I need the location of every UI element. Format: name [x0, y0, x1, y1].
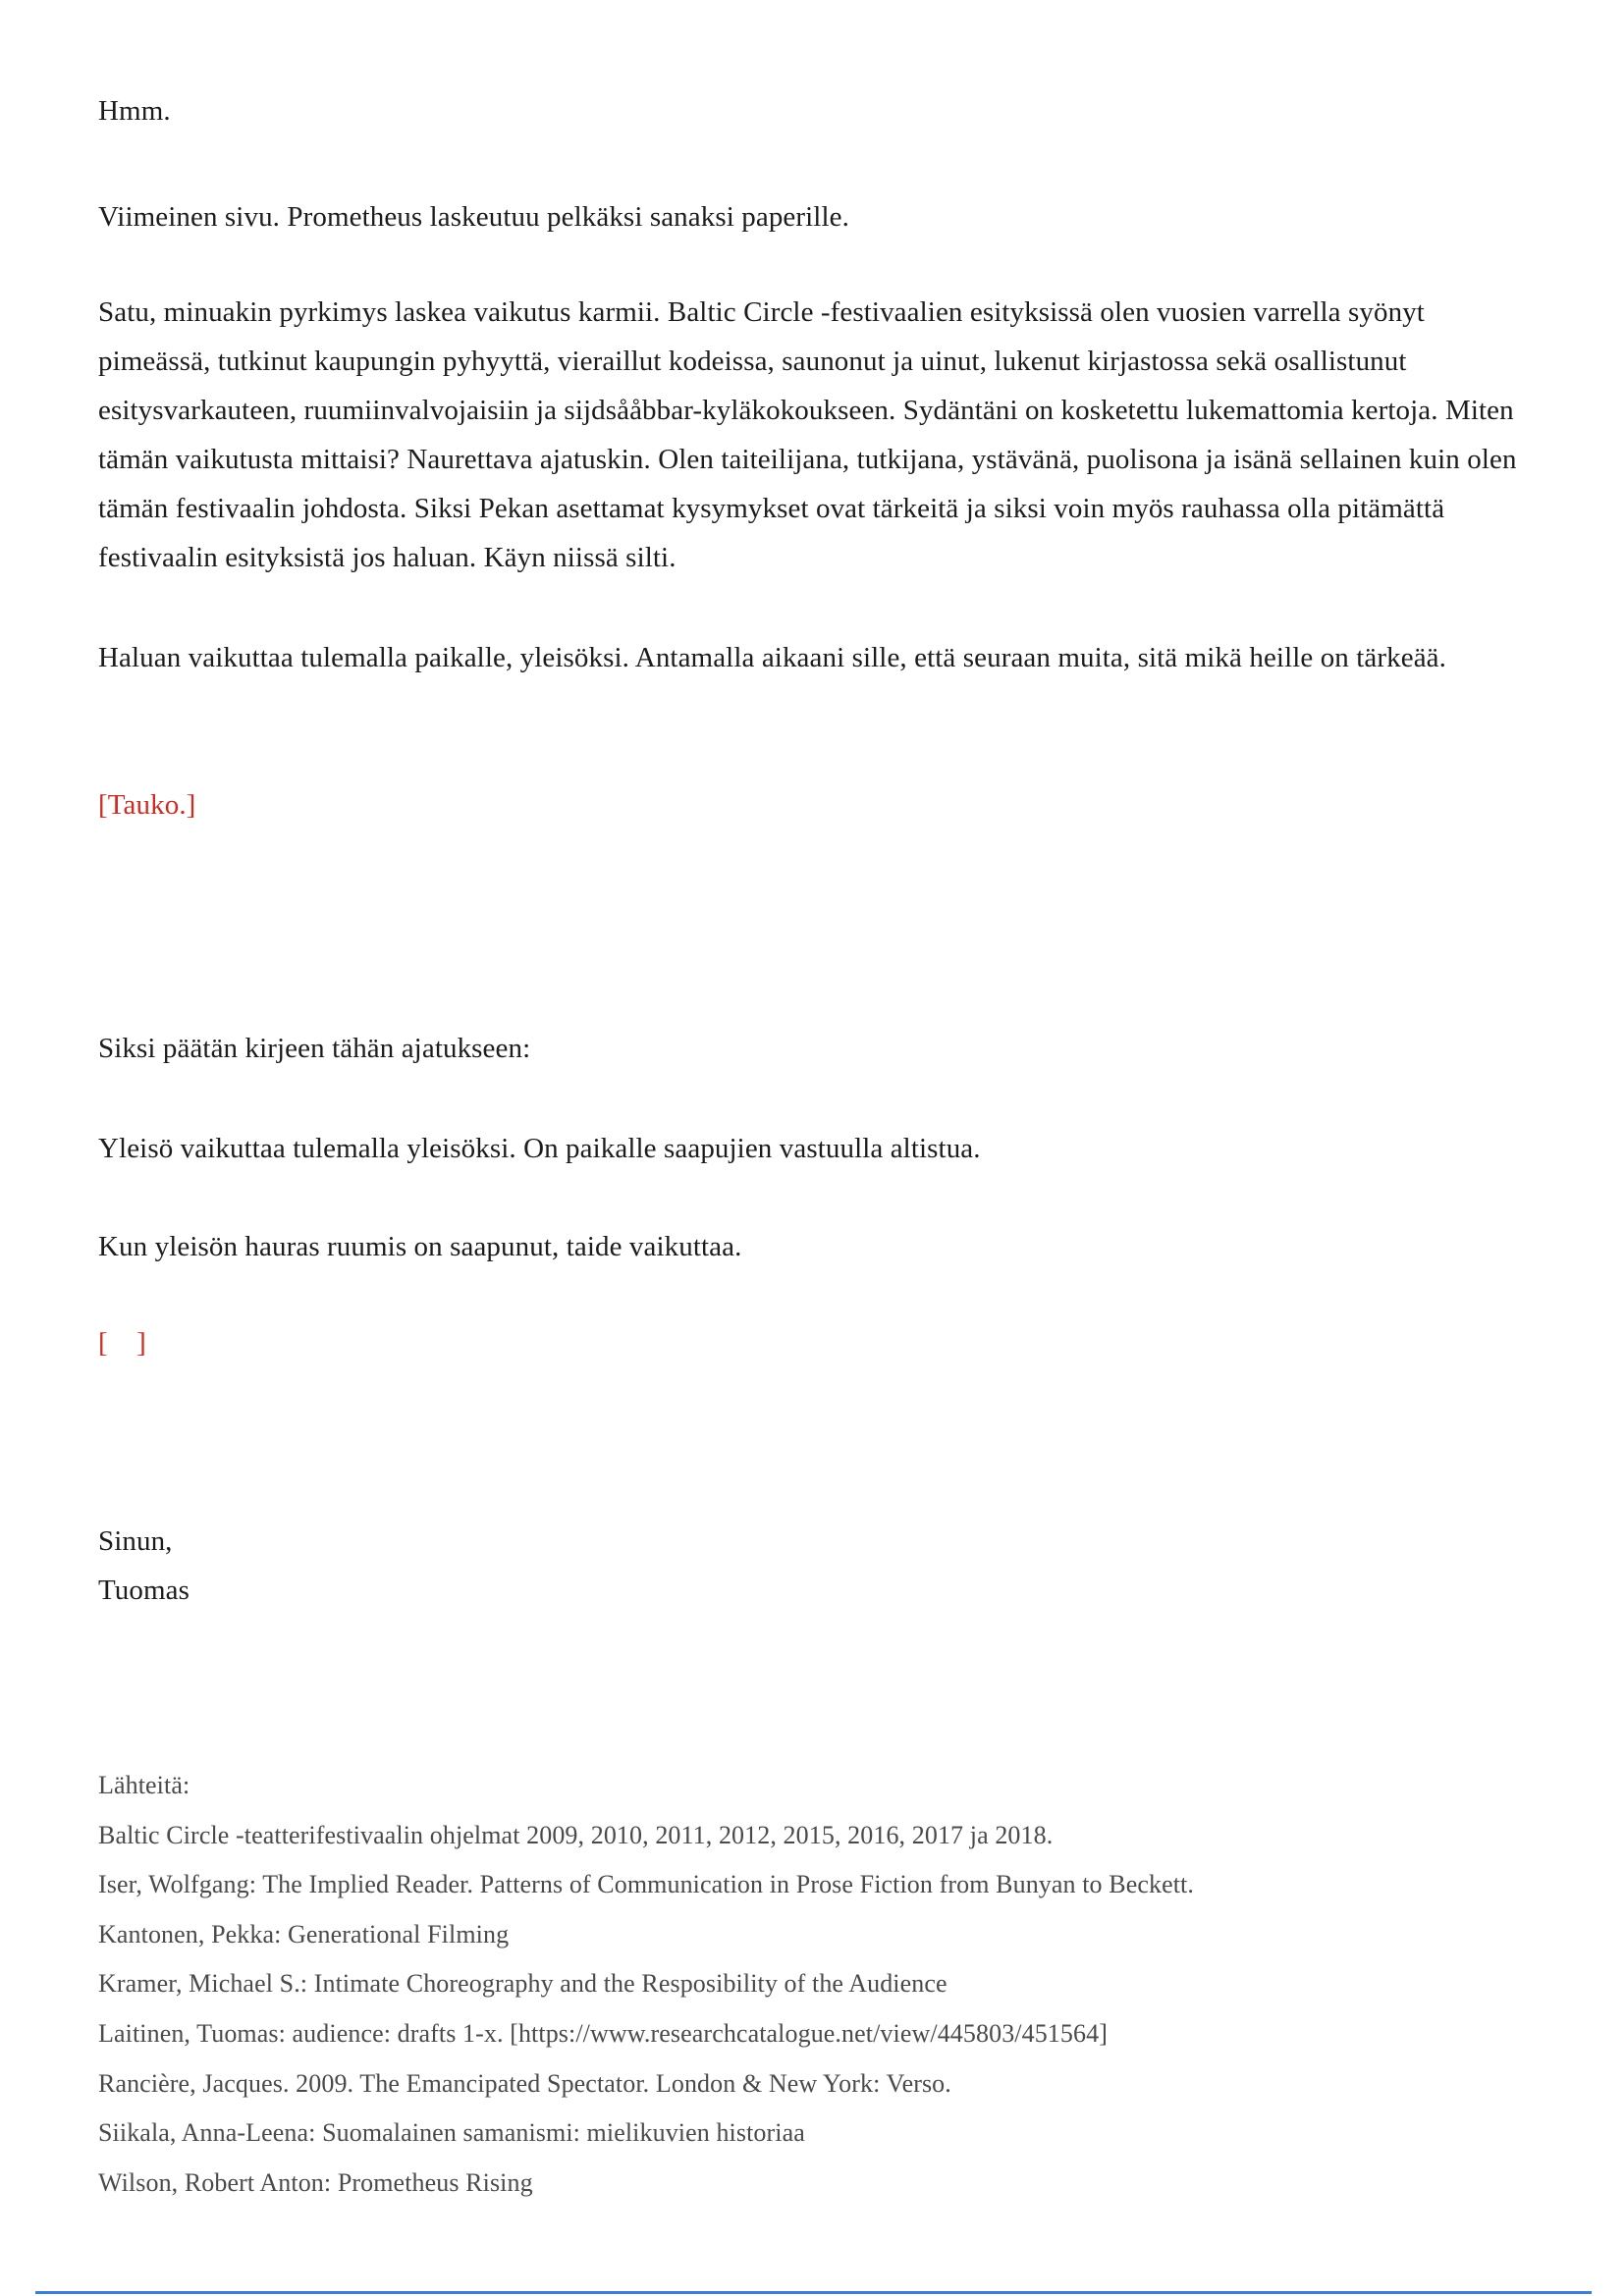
letter-statement-yleiso: Yleisö vaikuttaa tulemalla yleisöksi. On paikalle saapujien vastuulla altistua.	[98, 1133, 981, 1164]
source-item: Kantonen, Pekka: Generational Filming	[98, 1919, 510, 1949]
footer-divider-line	[35, 2291, 1592, 2294]
letter-statement-kun: Kun yleisön hauras ruumis on saapunut, taide vaikuttaa.	[98, 1231, 742, 1262]
letter-line-last-page: Viimeinen sivu. Prometheus laskeutuu pelkäksi sanaksi paperille.	[98, 201, 849, 233]
letter-signoff: Sinun,	[98, 1525, 173, 1557]
sources-heading: Lähteitä:	[98, 1771, 190, 1799]
source-item: Laitinen, Tuomas: audience: drafts 1-x. [https://www.researchcatalogue.net/view/445803/451564]	[98, 2018, 1108, 2048]
source-item: Iser, Wolfgang: The Implied Reader. Patterns of Communication in Prose Fiction from Bunyan to Beckett.	[98, 1870, 1194, 1899]
source-item: Rancière, Jacques. 2009. The Emancipated Spectator. London & New York: Verso.	[98, 2068, 951, 2098]
source-item: Baltic Circle -teatterifestivaalin ohjelmat 2009, 2010, 2011, 2012, 2015, 2016, 2017 ja 2018.	[98, 1820, 1054, 1849]
letter-signature: Tuomas	[98, 1575, 190, 1606]
sources-list	[98, 1761, 1571, 2208]
letter-line-hmm: Hmm.	[98, 95, 171, 127]
letter-line-closing-intro: Siksi päätän kirjeen tähän ajatukseen:	[98, 1033, 531, 1064]
source-item: Wilson, Robert Anton: Prometheus Rising	[98, 2167, 533, 2197]
pause-annotation: [Tauko.]	[98, 789, 196, 821]
empty-brackets-annotation: [ ]	[98, 1327, 146, 1359]
source-item: Siikala, Anna-Leena: Suomalainen samanismi: mielikuvien historiaa	[98, 2118, 805, 2148]
letter-paragraph-haluan: Haluan vaikuttaa tulemalla paikalle, yleisöksi. Antamalla aikaani sille, että seuraan muita, sitä mikä heille on tärkeää.	[98, 642, 1447, 673]
letter-paragraph-satu: Satu, minuakin pyrkimys laskea vaikutus karmii. Baltic Circle -festivaalien esityksissä olen vuosien varrella syönyt pimeässä, tutkinut kaupungin pyhyyttä, vieraillut kodeissa, saunonut ja uinut, lukenut kirjastossa sekä osallistunut esitysvarkauteen, ruumiinvalvojaisiin ja sijdsååbbar-kyläkokoukseen. Sydäntäni on kosketettu lukemattomia kertoja. Miten tämän vaikutusta mittaisi? Naurettava ajatuskin. Olen taiteilijana, tutkijana, ystävänä, puolisona ja isänä sellainen kuin olen tämän festivaalin johdosta. Siksi Pekan asettamat kysymykset ovat tärkeitä ja siksi voin myös rauhassa olla pitämättä festivaalin esityksistä jos haluan. Käyn niissä silti.	[98, 296, 1517, 573]
source-item: Kramer, Michael S.: Intimate Choreography and the Resposibility of the Audience	[98, 1969, 947, 1999]
